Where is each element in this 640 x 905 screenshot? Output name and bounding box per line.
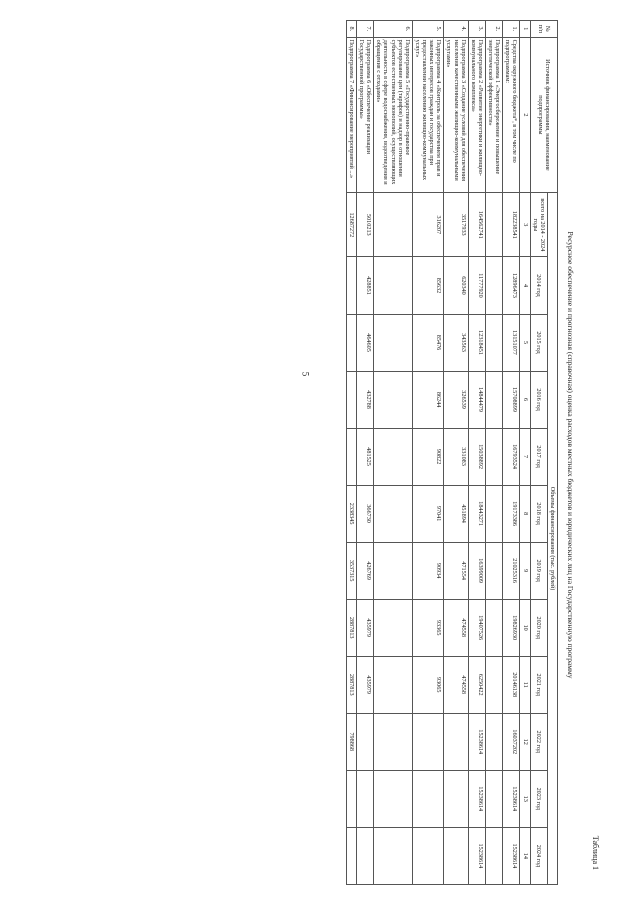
value-cell: 6250422: [468, 656, 485, 713]
column-number: 6: [520, 371, 530, 428]
value-cell: [357, 827, 374, 884]
column-number: 10: [520, 599, 530, 656]
value-cell: 3537315: [346, 542, 356, 599]
column-number: 5: [520, 314, 530, 371]
year-header: 2017 год: [530, 428, 547, 485]
value-cell: 798868: [346, 713, 356, 770]
value-cell: 86244: [412, 371, 444, 428]
value-cell: 435979: [357, 656, 374, 713]
value-cell: [412, 713, 444, 770]
table-row: [503, 21, 520, 885]
value-cell: [346, 257, 356, 314]
value-cell: 481525: [357, 428, 374, 485]
value-cell: [486, 713, 503, 770]
value-cell: 432788: [357, 371, 374, 428]
rotated-page: [140, 20, 610, 870]
value-cell: [374, 656, 413, 713]
row-number: 8.: [346, 21, 356, 38]
row-name: Подпрограмма 7 «Финансирование мероприятий ...»: [346, 37, 356, 193]
value-cell: 12687272: [346, 193, 356, 257]
value-cell: 18443271: [468, 485, 485, 542]
page-number: 5: [300, 371, 311, 377]
volumes-header: Объемы финансирования (тыс. рублей): [547, 193, 557, 885]
column-number: 13: [520, 770, 530, 827]
value-cell: 16037202: [503, 713, 520, 770]
column-number: 4: [520, 257, 530, 314]
value-cell: [412, 770, 444, 827]
value-cell: [486, 257, 503, 314]
value-cell: 19173386: [503, 485, 520, 542]
year-header: 2015 год: [530, 314, 547, 371]
value-cell: 20146138: [503, 656, 520, 713]
year-header: 2024 год: [530, 827, 547, 884]
value-cell: [374, 485, 413, 542]
table-row: [486, 21, 503, 885]
value-cell: 343563: [444, 314, 468, 371]
column-number: 1: [520, 21, 530, 38]
year-header: 2019 год: [530, 542, 547, 599]
column-number: 2: [520, 37, 530, 193]
value-cell: 620340: [444, 257, 468, 314]
row-name: Подпрограмма 2 «Развитие энергетики и жилищно-коммунального комплекса»: [468, 37, 485, 193]
value-cell: 15238614: [503, 770, 520, 827]
value-cell: 3517933: [444, 193, 468, 257]
column-number: 12: [520, 713, 530, 770]
value-cell: [486, 827, 503, 884]
value-cell: [486, 428, 503, 485]
value-cell: 11777920: [468, 257, 485, 314]
value-cell: 15238614: [503, 827, 520, 884]
row-name: Подпрограмма 5 «Государственно-правовое регулирование цен (тарифов) и надзор в отношении субъектов естественных монополий, осуществляющих деятельность в сфере водоснабжения, водоотведения и обращения с отходами»: [374, 37, 413, 193]
value-cell: 326539: [444, 371, 468, 428]
value-cell: [444, 770, 468, 827]
row-name: Подпрограмма 3 «Создание условий для обеспечения населения качественными жилищно-коммунальными услугами»: [444, 37, 468, 193]
column-number-row: [520, 21, 530, 885]
year-header: 2016 год: [530, 371, 547, 428]
value-cell: [374, 428, 413, 485]
col-source-header: Источник финансирования, наименование подпрограммы: [530, 37, 557, 193]
value-cell: 12896473: [503, 257, 520, 314]
value-cell: [374, 713, 413, 770]
value-cell: 97041: [412, 485, 444, 542]
table-row: [444, 21, 468, 885]
value-cell: [346, 314, 356, 371]
year-header: 2020 год: [530, 599, 547, 656]
column-number: 3: [520, 193, 530, 257]
value-cell: 15238614: [468, 827, 485, 884]
row-number: 7.: [357, 21, 374, 38]
value-cell: 14844479: [468, 371, 485, 428]
value-cell: 90822: [412, 428, 444, 485]
value-cell: 164562741: [468, 193, 485, 257]
value-cell: 15238614: [468, 770, 485, 827]
value-cell: [374, 257, 413, 314]
value-cell: 316207: [412, 193, 444, 257]
value-cell: [444, 827, 468, 884]
value-cell: 93065: [412, 656, 444, 713]
value-cell: [346, 770, 356, 827]
row-name: Подпрограмма 6 «Обеспечение реализации Государственной программы»: [357, 37, 374, 193]
col-total-header: всего на 2014 - 2024 годы: [530, 193, 547, 257]
document-title: Ресурсное обеспечение и прогнозная (справочная) оценка расходов местных бюджетов и юридических лиц на Государственную программу: [566, 231, 575, 679]
value-cell: 474558: [444, 599, 468, 656]
value-cell: 182238541: [503, 193, 520, 257]
value-cell: 426769: [357, 542, 374, 599]
column-number: 9: [520, 542, 530, 599]
table-row: [374, 21, 413, 885]
value-cell: [486, 371, 503, 428]
year-header: 2021 год: [530, 656, 547, 713]
value-cell: [346, 428, 356, 485]
value-cell: 435979: [357, 599, 374, 656]
row-name: Подпрограмма 1 «Энергосбережение и повышение энергетической эффективности»: [486, 37, 503, 193]
value-cell: 85476: [412, 314, 444, 371]
value-cell: 2887813: [346, 599, 356, 656]
row-name: Средства окружного бюджета*, в том числе по подпрограммам:: [503, 37, 520, 193]
value-cell: 474558: [444, 656, 468, 713]
value-cell: [486, 193, 503, 257]
value-cell: 5010213: [357, 193, 374, 257]
value-cell: 366730: [357, 485, 374, 542]
value-cell: [486, 314, 503, 371]
year-header: 2022 год: [530, 713, 547, 770]
value-cell: 428851: [357, 257, 374, 314]
value-cell: [374, 371, 413, 428]
value-cell: 93365: [412, 599, 444, 656]
year-header: 2023 год: [530, 770, 547, 827]
row-number: 3.: [468, 21, 485, 38]
value-cell: 12318451: [468, 314, 485, 371]
value-cell: [486, 770, 503, 827]
value-cell: [346, 827, 356, 884]
row-name: Подпрограмма 4 «Контроль за обеспечением прав и законных интересов граждан и государства при предоставлении населению жилищно-коммунальных услуг»: [412, 37, 444, 193]
column-number: 11: [520, 656, 530, 713]
table-row: [357, 21, 374, 885]
value-cell: [357, 770, 374, 827]
row-number: 4.: [444, 21, 468, 38]
value-cell: 16793524: [503, 428, 520, 485]
value-cell: 90934: [412, 542, 444, 599]
value-cell: [486, 542, 503, 599]
value-cell: 2338345: [346, 485, 356, 542]
table-label: Таблица 1: [591, 835, 600, 870]
value-cell: 15708899: [503, 371, 520, 428]
value-cell: [374, 770, 413, 827]
value-cell: 85632: [412, 257, 444, 314]
row-number: 1.: [503, 21, 520, 38]
value-cell: 2887813: [346, 656, 356, 713]
value-cell: [486, 485, 503, 542]
value-cell: [374, 827, 413, 884]
value-cell: [346, 371, 356, 428]
column-number: 14: [520, 827, 530, 884]
value-cell: [374, 542, 413, 599]
value-cell: 15038892: [468, 428, 485, 485]
column-number: 8: [520, 485, 530, 542]
value-cell: 21025316: [503, 542, 520, 599]
value-cell: [374, 314, 413, 371]
year-header: 2018 год: [530, 485, 547, 542]
table-row: [412, 21, 444, 885]
col-num-header: № п/п: [530, 21, 557, 38]
value-cell: [412, 827, 444, 884]
value-cell: 464605: [357, 314, 374, 371]
resource-table: [346, 20, 558, 885]
value-cell: [486, 599, 503, 656]
value-cell: 19407526: [468, 599, 485, 656]
value-cell: [486, 656, 503, 713]
value-cell: [444, 713, 468, 770]
value-cell: 15238614: [468, 713, 485, 770]
row-number: 6.: [374, 21, 413, 38]
row-number: 5.: [412, 21, 444, 38]
value-cell: [357, 713, 374, 770]
table-row: [468, 21, 485, 885]
value-cell: 331083: [444, 428, 468, 485]
value-cell: 451894: [444, 485, 468, 542]
column-number: 7: [520, 428, 530, 485]
value-cell: 471554: [444, 542, 468, 599]
row-number: 2.: [486, 21, 503, 38]
value-cell: 16399009: [468, 542, 485, 599]
year-header: 2014 год: [530, 257, 547, 314]
table-row: [346, 21, 356, 885]
value-cell: [374, 599, 413, 656]
value-cell: 13151077: [503, 314, 520, 371]
value-cell: 19826930: [503, 599, 520, 656]
value-cell: [374, 193, 413, 257]
